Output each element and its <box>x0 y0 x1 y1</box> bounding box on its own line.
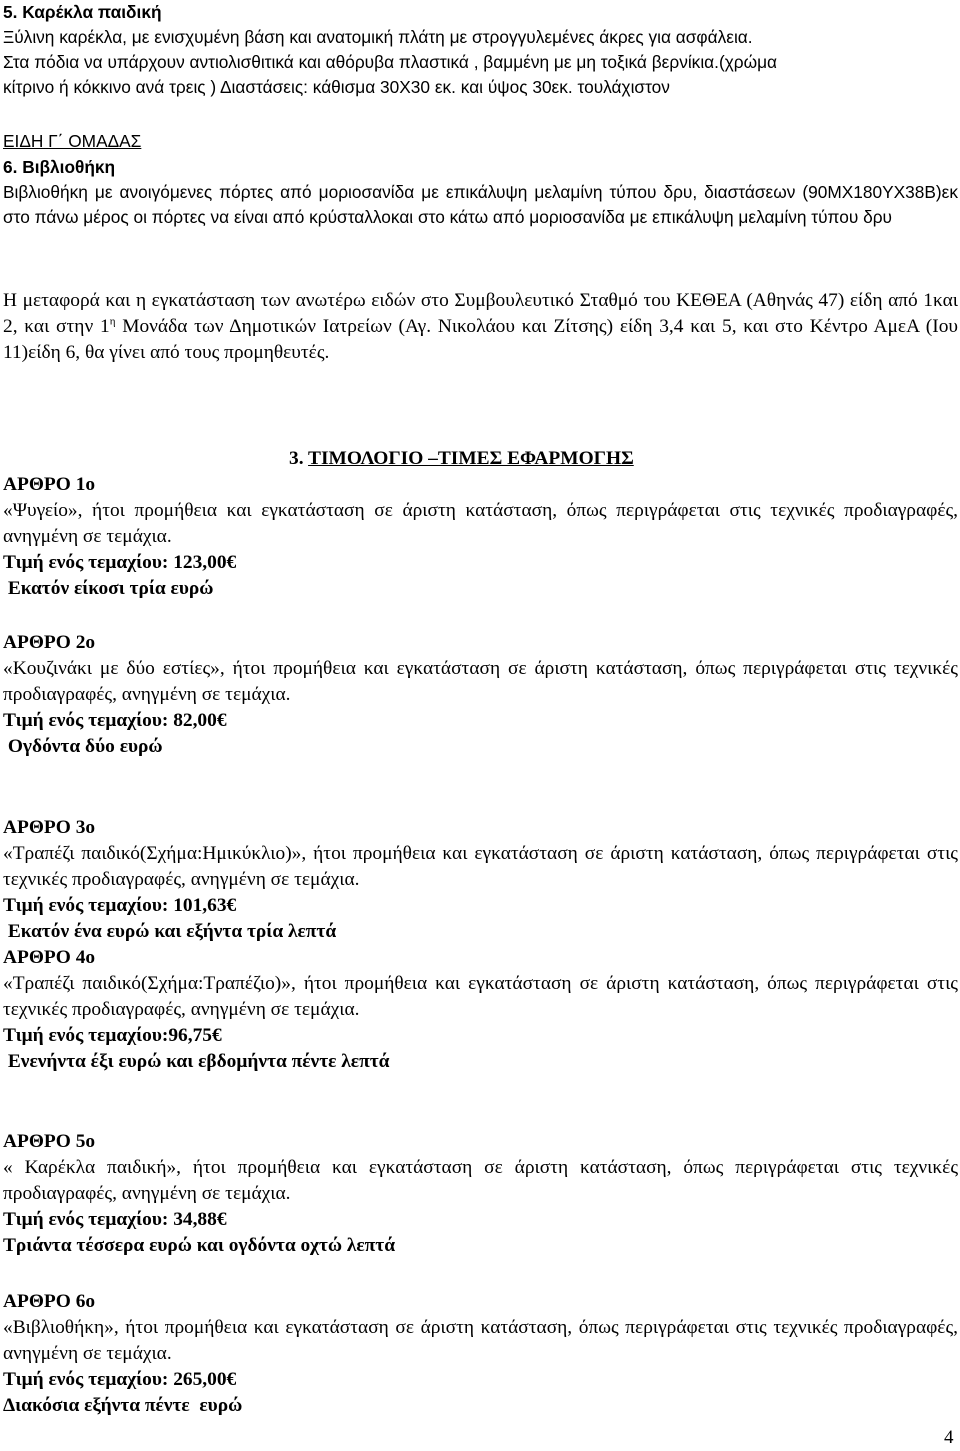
transport-line-1: Η μεταφορά και η εγκατάσταση των ανωτέρω ειδών στο Συμβουλευτικό Σταθμό του ΚΕΘΕΑ (Αθηνάς <box>3 290 813 311</box>
transport-line-3: και 5, και στο Κέντρο ΑμεΑ (Ιου 11)είδη 6, θα γίνει από τους προμηθευτές. <box>3 316 958 363</box>
article-description <box>3 498 958 550</box>
article-desc-line-2: προδιαγραφές, ανηγμένη σε τεμάχια. <box>3 500 959 547</box>
article-price-in-words: Εκατόν ένα ευρώ και εξήντα τρία λεπτά <box>3 921 337 942</box>
article-2 <box>3 630 958 760</box>
article-heading: ΑΡΘΡΟ 4ο <box>3 947 96 968</box>
item-6-desc <box>3 180 958 230</box>
item-6-desc-line-2: (90ΜΧ180ΥΧ38Β)εκ στο πάνω μέρος οι πόρτες να είναι από κρύσταλλοκαι στο κάτω από <box>3 182 958 227</box>
article-desc-line-1: «Τραπέζι παιδικό(Σχήμα:Ημικύκλιο)», ήτοι προμήθεια και εγκατάσταση σε άριστη κατάσταση, όπως <box>3 843 810 864</box>
article-desc-line-2: περιγράφεται στις τεχνικές προδιαγραφές, ανηγμένη σε τεμάχια. <box>3 658 958 705</box>
article-desc-line-2: τεχνικές προδιαγραφές, ανηγμένη σε τεμάχια. <box>3 1317 958 1364</box>
article-price-in-words: Εκατόν είκοσι τρία ευρώ <box>3 578 214 599</box>
article-description <box>3 1315 958 1367</box>
item-5-desc-line-1: Ξύλινη καρέκλα, με ενισχυμένη βάση και ανατομική πλάτη με στρογγυλεμένες άκρες για ασφάλεια. <box>3 27 753 47</box>
item-5-desc-line-3: κίτρινο ή κόκκινο ανά τρεις ) Διαστάσεις: κάθισμα 30Χ30 εκ. και ύψος 30εκ. τουλάχιστον <box>3 77 670 97</box>
section-title <box>289 446 634 472</box>
item-6-desc-line-1: Βιβλιοθήκη με ανοιγόμενες πόρτες από μοριοσανίδα με επικάλυψη μελαμίνη τύπου δρυ, διαστάσεων <box>3 182 796 202</box>
article-price-in-words: Τριάντα τέσσερα ευρώ και ογδόντα οχτώ λεπτά <box>3 1235 396 1256</box>
article-desc-line-1: «Βιβλιοθήκη», ήτοι προμήθεια και εγκατάσταση σε άριστη κατάσταση, όπως περιγράφεται στις <box>3 1317 767 1338</box>
section-title-text: ΤΙΜΟΛΟΓΙΟ –ΤΙΜΕΣ ΕΦΑΡΜΟΓΗΣ <box>308 448 634 469</box>
article-desc-line-1: «Κουζινάκι με δύο εστίες», ήτοι προμήθεια και εγκατάσταση σε άριστη κατάσταση, όπως <box>3 658 736 679</box>
article-unit-price: Τιμή ενός τεμαχίου: 123,00€ <box>3 552 237 573</box>
article-4 <box>3 945 958 1075</box>
article-desc-line-1: «Ψυγείο», ήτοι προμήθεια και εγκατάσταση σε άριστη κατάσταση, όπως περιγράφεται στις τεχνικές <box>3 500 835 521</box>
article-desc-line-2: περιγράφεται στις τεχνικές προδιαγραφές, ανηγμένη σε τεμάχια. <box>3 973 958 1020</box>
transport-line-2b: Μονάδα των Δημοτικών Ιατρείων (Αγ. Νικολάου και Ζίτσης) είδη 3,4 <box>115 316 684 337</box>
ordinal-superscript: η <box>109 315 116 328</box>
article-unit-price: Τιμή ενός τεμαχίου:96,75€ <box>3 1025 222 1046</box>
item-5-block <box>3 0 958 100</box>
section-title-number: 3. <box>289 448 309 469</box>
article-5 <box>3 1129 958 1259</box>
item-6-title: 6. Βιβλιοθήκη <box>3 157 116 177</box>
article-price-in-words: Ογδόντα δύο ευρώ <box>3 736 163 757</box>
article-desc-line-2: περιγράφεται στις τεχνικές προδιαγραφές, ανηγμένη σε τεμάχια. <box>3 843 958 890</box>
article-description <box>3 1155 958 1207</box>
page-number: 4 <box>944 1427 954 1448</box>
item-6-desc-line-3: μοριοσανίδα με επικάλυψη μελαμίνη τύπου δρυ <box>529 207 893 227</box>
article-unit-price: Τιμή ενός τεμαχίου: 82,00€ <box>3 710 227 731</box>
item-5-desc-line-2: Στα πόδια να υπάρχουν αντιολισθιτικά και αθόρυβα πλαστικά , βαμμένη με μη τοξικά βερνίκια.(χρώμα <box>3 52 778 72</box>
article-description <box>3 841 958 893</box>
article-desc-line-1: « Καρέκλα παιδική», ήτοι προμήθεια και εγκατάσταση σε άριστη κατάσταση, όπως περιγράφεται στις <box>3 1157 882 1178</box>
article-desc-line-2: τεχνικές προδιαγραφές, ανηγμένη σε τεμάχια. <box>3 1157 958 1204</box>
article-unit-price: Τιμή ενός τεμαχίου: 34,88€ <box>3 1209 227 1230</box>
group-heading: ΕΙΔΗ Γ΄ ΟΜΑΔΑΣ <box>3 131 142 151</box>
article-heading: ΑΡΘΡΟ 1ο <box>3 474 96 495</box>
article-heading: ΑΡΘΡΟ 5ο <box>3 1131 96 1152</box>
item-6-block <box>3 155 958 230</box>
group-heading-block <box>3 129 958 154</box>
article-unit-price: Τιμή ενός τεμαχίου: 265,00€ <box>3 1369 237 1390</box>
article-3 <box>3 815 958 945</box>
article-heading: ΑΡΘΡΟ 3ο <box>3 817 96 838</box>
item-5-title: 5. Καρέκλα παιδική <box>3 2 162 22</box>
article-heading: ΑΡΘΡΟ 2ο <box>3 632 96 653</box>
article-desc-line-1: «Τραπέζι παιδικό(Σχήμα:Τραπέζιο)», ήτοι προμήθεια και εγκατάσταση σε άριστη κατάσταση, όπως <box>3 973 808 994</box>
article-unit-price: Τιμή ενός τεμαχίου: 101,63€ <box>3 895 237 916</box>
article-1 <box>3 472 958 602</box>
article-price-in-words: Ενενήντα έξι ευρώ και εβδομήντα πέντε λεπτά <box>3 1051 390 1072</box>
transport-line-2a: 47) είδη από 1και 2, και στην 1 <box>3 290 958 337</box>
article-description <box>3 656 958 708</box>
transport-paragraph <box>3 288 958 366</box>
article-6 <box>3 1289 958 1419</box>
article-heading: ΑΡΘΡΟ 6ο <box>3 1291 96 1312</box>
article-description <box>3 971 958 1023</box>
article-price-in-words: Διακόσια εξήντα πέντε ευρώ <box>3 1395 243 1416</box>
